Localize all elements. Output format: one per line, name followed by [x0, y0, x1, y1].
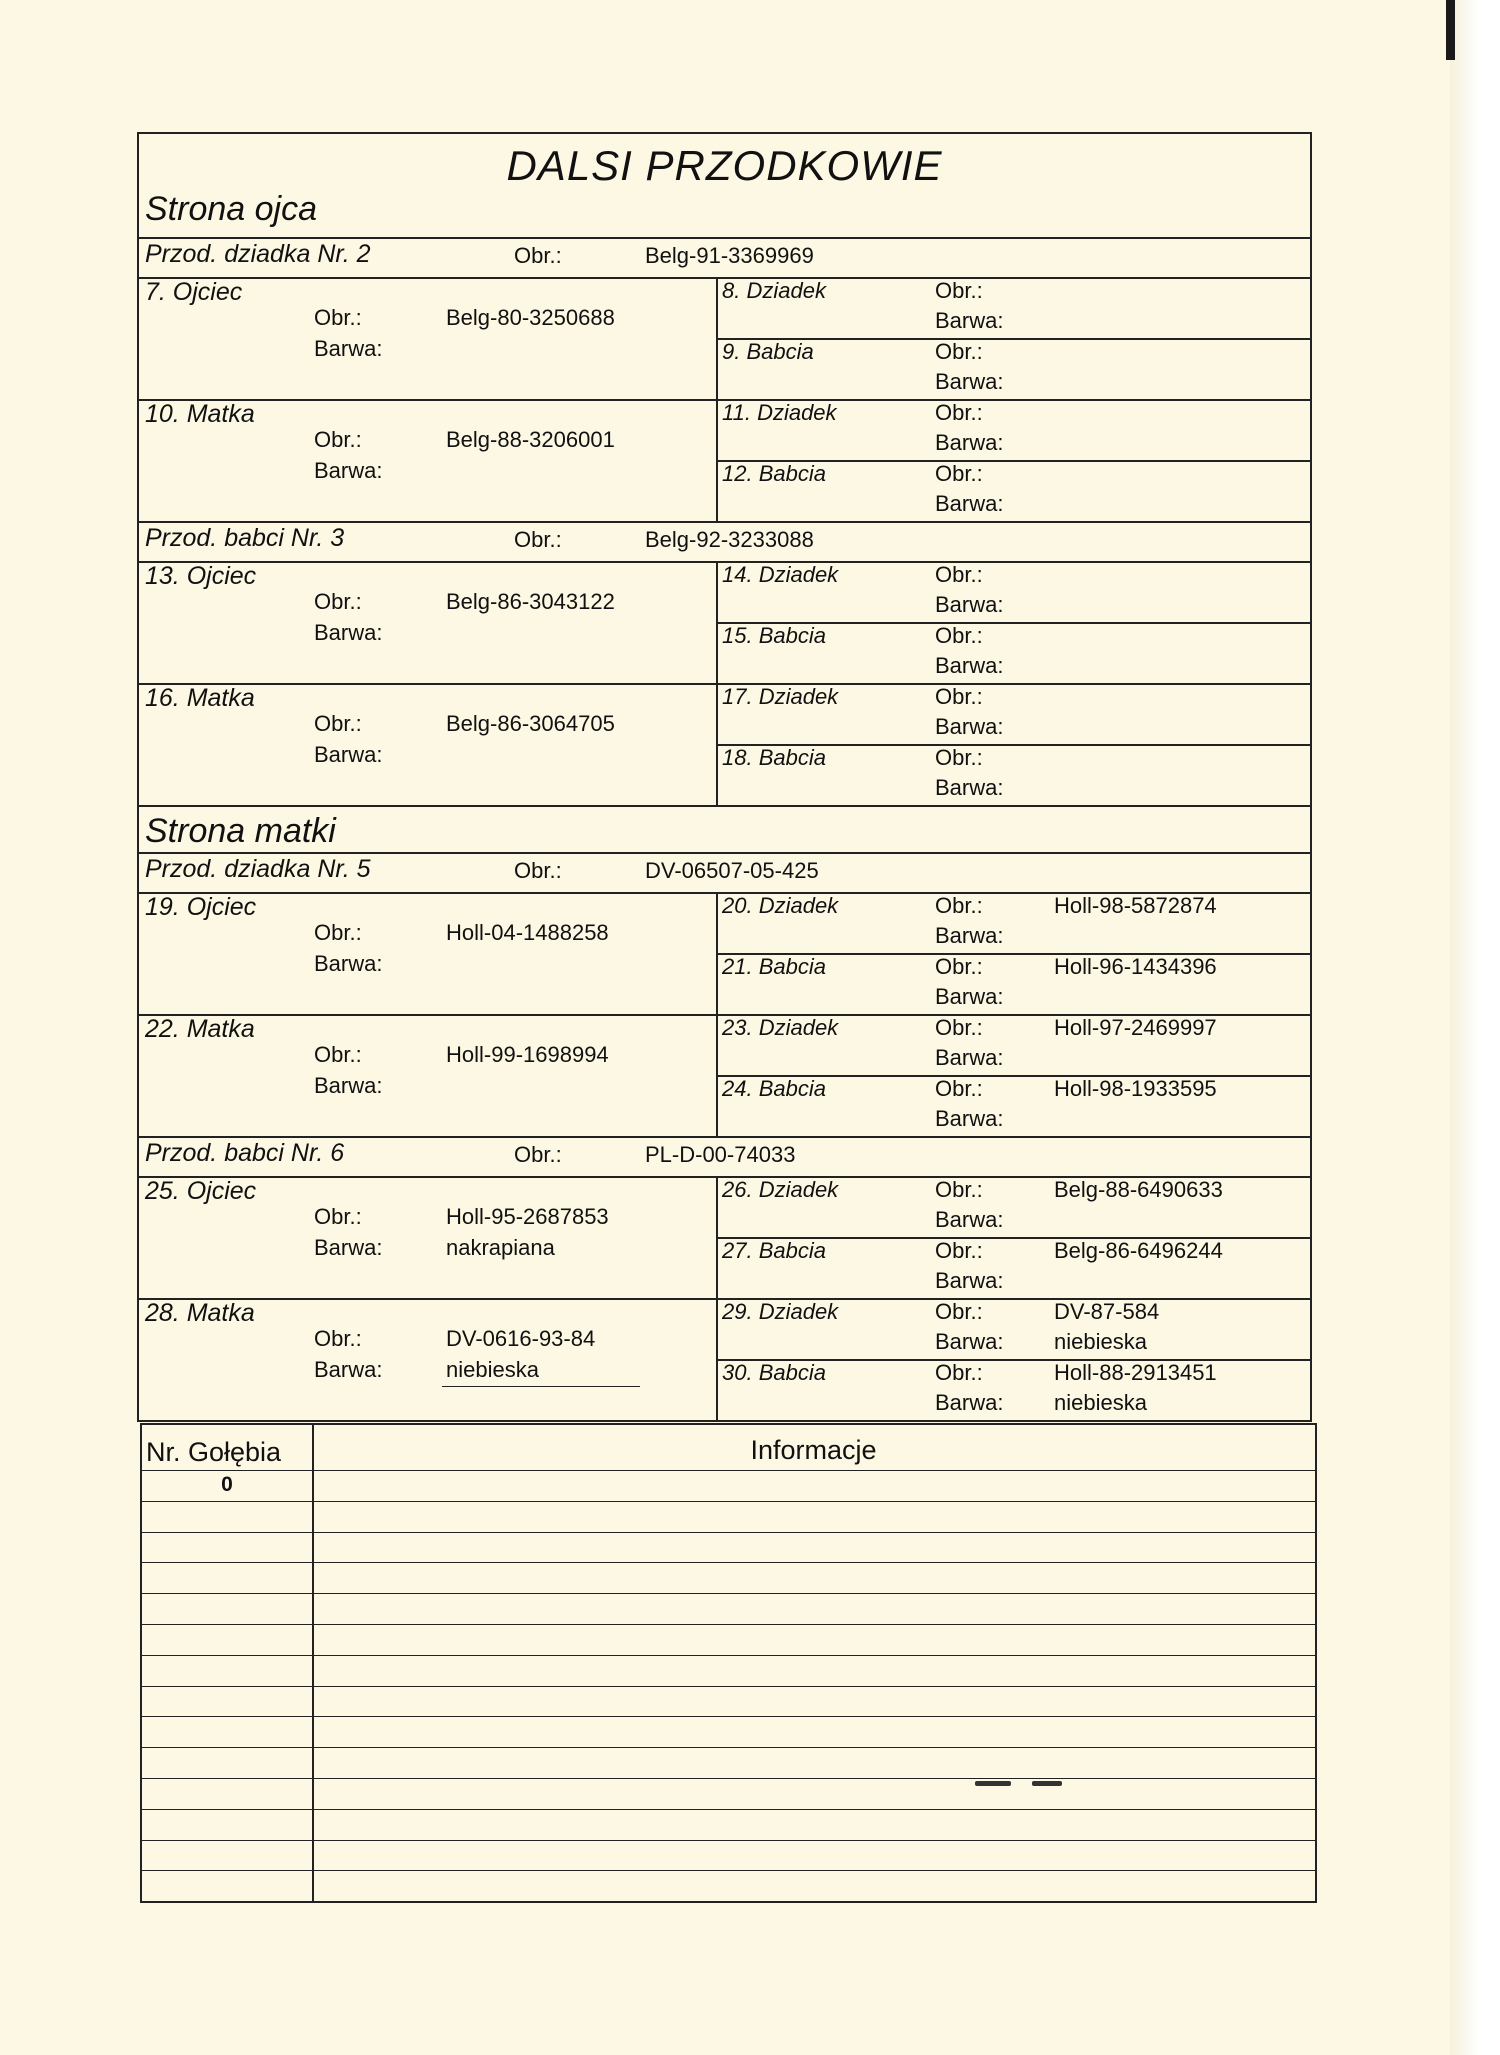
parent-color: nakrapiana	[446, 1235, 555, 1260]
grandparent-name: 18. Babcia	[722, 745, 826, 770]
obr-label: Obr.:	[314, 427, 362, 452]
obr-label: Obr.:	[935, 623, 983, 648]
parent-name: 22. Matka	[145, 1015, 255, 1043]
grandparent-name: 20. Dziadek	[722, 893, 839, 918]
obr-label: Obr.:	[314, 920, 362, 945]
barwa-label: Barwa:	[314, 951, 383, 976]
grandparent-name: 30. Babcia	[722, 1360, 826, 1385]
table-row	[142, 1840, 1315, 1841]
obr-label: Obr.:	[314, 1326, 362, 1351]
parent-ring-number: DV-0616-93-84	[446, 1326, 596, 1351]
grandparent-color: niebieska	[1054, 1390, 1147, 1415]
obr-label: Obr.:	[514, 527, 562, 552]
barwa-label: Barwa:	[314, 1235, 383, 1260]
mother-side-label: Strona matki	[145, 812, 336, 850]
parent-ring-number: Holl-99-1698994	[446, 1042, 609, 1067]
divider	[139, 805, 1310, 807]
table-row	[142, 1470, 1315, 1471]
obr-label: Obr.:	[935, 684, 983, 709]
obr-label: Obr.:	[935, 1015, 983, 1040]
ancestor-group	[139, 1136, 1310, 1420]
header-information: Informacje	[750, 1435, 877, 1465]
barwa-label: Barwa:	[314, 1357, 383, 1382]
barwa-label: Barwa:	[935, 1390, 1004, 1415]
table-row	[142, 1501, 1315, 1502]
obr-label: Obr.:	[314, 1204, 362, 1229]
obr-label: Obr.:	[514, 858, 562, 883]
obr-label: Obr.:	[935, 1299, 983, 1324]
grandparent-name: 8. Dziadek	[722, 278, 826, 303]
obr-label: Obr.:	[935, 954, 983, 979]
parent-ring-number: Holl-04-1488258	[446, 920, 609, 945]
group-ring-number: Belg-91-3369969	[645, 243, 814, 268]
obr-label: Obr.:	[935, 461, 983, 486]
table-row	[142, 1624, 1315, 1625]
grandparent-ring-number: DV-87-584	[1054, 1299, 1160, 1324]
obr-label: Obr.:	[935, 1076, 983, 1101]
table-row	[142, 1716, 1315, 1717]
barwa-label: Barwa:	[935, 369, 1004, 394]
grandparent-ring-number: Holl-96-1434396	[1054, 954, 1217, 979]
parent-name: 16. Matka	[145, 684, 255, 712]
parent-name: 25. Ojciec	[145, 1177, 257, 1205]
grandparent-name: 14. Dziadek	[722, 562, 839, 587]
grandparent-name: 21. Babcia	[722, 954, 826, 979]
barwa-label: Barwa:	[935, 592, 1004, 617]
barwa-label: Barwa:	[314, 1073, 383, 1098]
table-row	[142, 1870, 1315, 1871]
barwa-label: Barwa:	[935, 923, 1004, 948]
barwa-label: Barwa:	[314, 336, 383, 361]
scan-edge-mark	[1446, 0, 1455, 60]
obr-label: Obr.:	[935, 278, 983, 303]
obr-label: Obr.:	[514, 1142, 562, 1167]
obr-label: Obr.:	[935, 1360, 983, 1385]
barwa-label: Barwa:	[935, 308, 1004, 333]
grandparent-ring-number: Holl-98-5872874	[1054, 893, 1217, 918]
ancestor-group	[139, 852, 1310, 1136]
grandparent-name: 26. Dziadek	[722, 1177, 839, 1202]
grandparent-color: niebieska	[1054, 1329, 1147, 1354]
obr-label: Obr.:	[935, 745, 983, 770]
table-column-divider	[312, 1425, 314, 1901]
group-header: Przod. dziadka Nr. 2	[145, 240, 371, 268]
grandparent-name: 12. Babcia	[722, 461, 826, 486]
parent-ring-number: Belg-80-3250688	[446, 305, 615, 330]
ancestor-group	[139, 521, 1310, 805]
ancestor-group	[139, 237, 1310, 521]
table-row	[142, 1532, 1315, 1533]
grandparent-name: 23. Dziadek	[722, 1015, 839, 1040]
table-cell-number: 0	[221, 1473, 233, 1496]
obr-label: Obr.:	[935, 400, 983, 425]
parent-ring-number: Holl-95-2687853	[446, 1204, 609, 1229]
grandparent-ring-number: Holl-98-1933595	[1054, 1076, 1217, 1101]
parent-color: niebieska	[446, 1357, 539, 1382]
parent-name: 10. Matka	[145, 400, 255, 428]
grandparent-name: 24. Babcia	[722, 1076, 826, 1101]
group-ring-number: PL-D-00-74033	[645, 1142, 796, 1167]
table-row	[142, 1686, 1315, 1687]
barwa-label: Barwa:	[935, 1207, 1004, 1232]
barwa-label: Barwa:	[935, 1268, 1004, 1293]
barwa-label: Barwa:	[935, 491, 1004, 516]
parent-name: 28. Matka	[145, 1299, 255, 1327]
grandparent-ring-number: Holl-97-2469997	[1054, 1015, 1217, 1040]
barwa-label: Barwa:	[935, 714, 1004, 739]
grandparent-ring-number: Holl-88-2913451	[1054, 1360, 1217, 1385]
grandparent-name: 11. Dziadek	[722, 400, 837, 425]
barwa-label: Barwa:	[935, 653, 1004, 678]
table-row	[142, 1655, 1315, 1656]
grandparent-name: 29. Dziadek	[722, 1299, 839, 1324]
header-pigeon-number: Nr. Gołębia	[146, 1437, 282, 1467]
paper-edge	[1450, 0, 1500, 2055]
obr-label: Obr.:	[935, 893, 983, 918]
obr-label: Obr.:	[314, 711, 362, 736]
table-row	[142, 1562, 1315, 1563]
obr-label: Obr.:	[514, 243, 562, 268]
group-header: Przod. dziadka Nr. 5	[145, 855, 371, 883]
grandparent-ring-number: Belg-86-6496244	[1054, 1238, 1223, 1263]
obr-label: Obr.:	[314, 1042, 362, 1067]
father-side-label: Strona ojca	[145, 190, 317, 228]
group-ring-number: DV-06507-05-425	[645, 858, 819, 883]
grandparent-name: 15. Babcia	[722, 623, 826, 648]
barwa-label: Barwa:	[935, 775, 1004, 800]
group-ring-number: Belg-92-3233088	[645, 527, 814, 552]
obr-label: Obr.:	[314, 589, 362, 614]
pedigree-form	[137, 132, 1312, 1422]
obr-label: Obr.:	[314, 305, 362, 330]
parent-ring-number: Belg-88-3206001	[446, 427, 615, 452]
barwa-label: Barwa:	[935, 1106, 1004, 1131]
table-row	[142, 1809, 1315, 1810]
table-row	[142, 1593, 1315, 1594]
parent-name: 7. Ojciec	[145, 278, 243, 306]
barwa-label: Barwa:	[935, 1045, 1004, 1070]
page-title: DALSI PRZODKOWIE	[506, 142, 943, 189]
color-underline	[442, 1386, 640, 1387]
ink-smudge	[975, 1781, 1011, 1786]
barwa-label: Barwa:	[314, 742, 383, 767]
table-row	[142, 1778, 1315, 1779]
barwa-label: Barwa:	[935, 1329, 1004, 1354]
grandparent-name: 17. Dziadek	[722, 684, 839, 709]
parent-ring-number: Belg-86-3043122	[446, 589, 615, 614]
table-row	[142, 1747, 1315, 1748]
barwa-label: Barwa:	[935, 430, 1004, 455]
group-header: Przod. babci Nr. 6	[145, 1139, 345, 1167]
obr-label: Obr.:	[935, 562, 983, 587]
obr-label: Obr.:	[935, 1238, 983, 1263]
parent-ring-number: Belg-86-3064705	[446, 711, 615, 736]
info-table	[140, 1423, 1317, 1903]
divider	[139, 1420, 1310, 1422]
obr-label: Obr.:	[935, 339, 983, 364]
grandparent-name: 9. Babcia	[722, 339, 814, 364]
barwa-label: Barwa:	[314, 620, 383, 645]
ink-smudge	[1032, 1781, 1062, 1786]
grandparent-ring-number: Belg-88-6490633	[1054, 1177, 1223, 1202]
group-header: Przod. babci Nr. 3	[145, 524, 345, 552]
obr-label: Obr.:	[935, 1177, 983, 1202]
barwa-label: Barwa:	[935, 984, 1004, 1009]
grandparent-name: 27. Babcia	[722, 1238, 826, 1263]
parent-name: 19. Ojciec	[145, 893, 257, 921]
barwa-label: Barwa:	[314, 458, 383, 483]
parent-name: 13. Ojciec	[145, 562, 257, 590]
